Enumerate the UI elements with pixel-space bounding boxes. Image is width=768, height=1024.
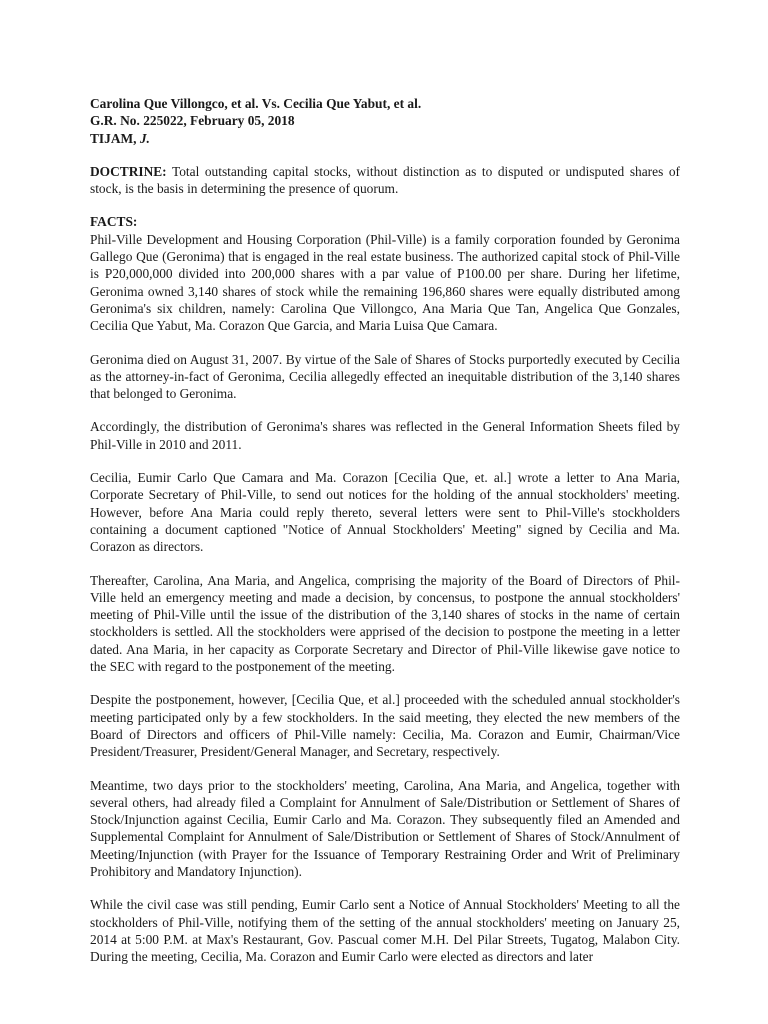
doctrine-label: DOCTRINE: (90, 163, 167, 179)
document-body (90, 95, 680, 981)
ponente: TIJAM, J. (90, 130, 150, 146)
facts-paragraph: Cecilia, Eumir Carlo Que Camara and Ma. Corazon [Cecilia Que, et. al.] wrote a letter to Ana Maria, Corporate Secretary of Phil-Ville, to send out notices for the holding of the annual stockholders' meeting. However, before Ana Maria could reply thereto, several letters were sent to Phil-Ville's stockholders containing a document captioned "Notice of Annual Stockholders' Meeting" signed by Cecilia and Ma. Corazon as directors. (90, 470, 680, 555)
facts-paragraph: Accordingly, the distribution of Geronima's shares was reflected in the General Information Sheets filed by Phil-Ville in 2010 and 2011. (90, 419, 680, 452)
case-title: Carolina Que Villongco, et al. Vs. Cecilia Que Yabut, et al. (90, 96, 422, 111)
doctrine-text: Total outstanding capital stocks, without distinction as to disputed or undisputed shares of stock, is the basis in determining the presence of quorum. (90, 163, 680, 197)
facts-paragraph: Phil-Ville Development and Housing Corporation (Phil-Ville) is a family corporation founded by Geronima Gallego Que (Geronima) that is engaged in the real estate business. The authorized capital stock of Phil-Ville is P20,000,000 divided into 200,000 shares with a par value of P100.00 per share. During her lifetime, Geronima owned 3,140 shares of stock while the remaining 196,860 shares were equally distributed among Geronima's six children, namely: Carolina Que Villongco, Ana Maria Que Tan, Angelica Que Gonzales, Cecilia Que Yabut, Ma. Corazon Que Garcia, and Maria Luisa Que Camara. (90, 231, 680, 334)
doctrine-paragraph (90, 163, 680, 198)
facts-paragraph: Meantime, two days prior to the stockholders' meeting, Carolina, Ana Maria, and Angelica, together with several others, had already filed a Complaint for Annulment of Sale/Distribution or Settlement of Shares of Stock/Injunction against Cecilia, Eumir Carlo and Ma. Corazon. They subsequently filed an Amended and Supplemental Complaint for Annulment of Sale/Distribution or Settlement of Shares of Stock/Annulment of Meeting/Injunction (with Prayer for the Issuance of Temporary Restraining Order and Writ of Preliminary Prohibitory and Mandatory Injunction). (90, 777, 680, 879)
facts-paragraph: Despite the postponement, however, [Cecilia Que, et al.] proceeded with the scheduled annual stockholder's meeting participated only by a few stockholders. In the said meeting, they elected the new members of the Board of Directors and officers of Phil-Ville namely: Cecilia, Ma. Corazon and Eumir, Chairman/Vice President/Treasurer, President/General Manager, and Secretary, respectively. (90, 692, 680, 760)
facts-paragraph: Geronima died on August 31, 2007. By virtue of the Sale of Shares of Stocks purportedly executed by Cecilia as the attorney-in-fact of Geronima, Cecilia allegedly effected an inequitable distribution of the 3,140 shares that belonged to Geronima. (90, 351, 680, 402)
facts-paragraph: While the civil case was still pending, Eumir Carlo sent a Notice of Annual Stockholders' Meeting to all the stockholders of Phil-Ville, notifying them of the setting of the annual stockholders' meeting on January 25, 2014 at 5:00 P.M. at Max's Restaurant, Gov. Pascual comer M.H. Del Pilar Streets, Tugatog, Malabon City. During the meeting, Cecilia, Ma. Corazon and Eumir Carlo were elected as directors and later (90, 897, 680, 965)
case-gr-number: G.R. No. 225022, February 05, 2018 (90, 113, 295, 129)
facts-paragraph: Thereafter, Carolina, Ana Maria, and Angelica, comprising the majority of the Board of Directors of Phil-Ville held an emergency meeting and made a decision, by concensus, to postpone the annual stockholders' meeting of Phil-Ville until the issue of the distribution of the 3,140 shares of stocks in the name of certain stockholders is settled. All the stockholders were apprised of the decision to postpone the meeting in a letter dated. Ana Maria, in her capacity as Corporate Secretary and Director of Phil-Ville likewise gave notice to the SEC with regard to the postponement of the meeting. (90, 572, 680, 675)
ponente-suffix: J. (139, 130, 150, 146)
case-header (90, 95, 680, 147)
facts-label: FACTS: (90, 214, 138, 230)
